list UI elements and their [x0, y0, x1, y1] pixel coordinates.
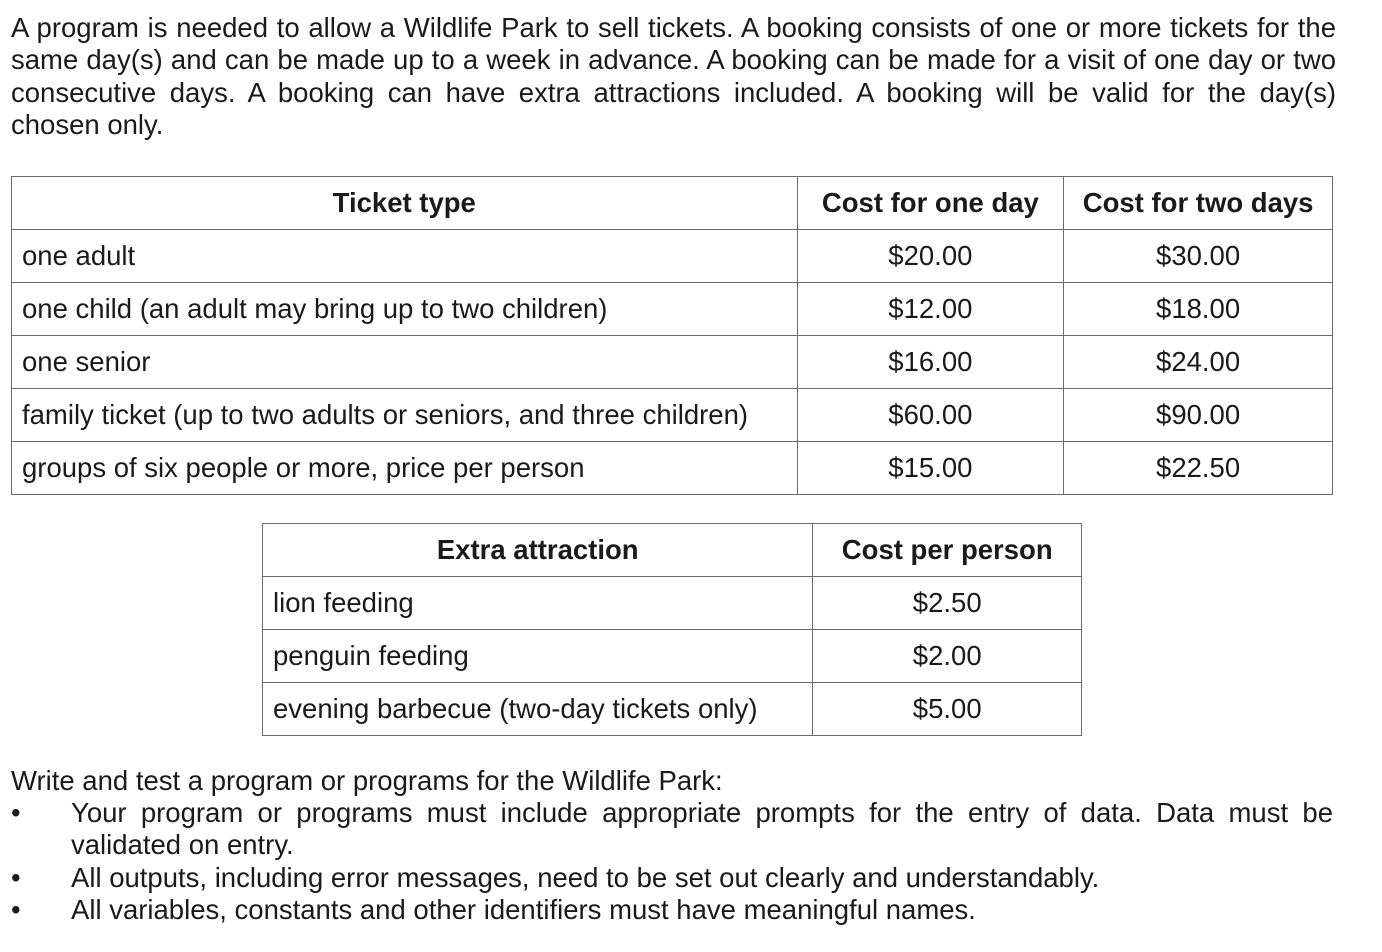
ticket-type-cell: family ticket (up to two adults or seniors, and three children) [12, 389, 798, 442]
table-row [12, 336, 1333, 389]
ticket-price-table [11, 176, 1333, 495]
one-day-cost-cell: $15.00 [797, 442, 1064, 495]
table-row [263, 630, 1082, 683]
cost-per-person-cell: $2.00 [813, 630, 1082, 683]
table-row [12, 442, 1333, 495]
header-cost-one-day: Cost for one day [797, 177, 1064, 230]
two-day-cost-cell: $24.00 [1064, 336, 1333, 389]
intro-paragraph: A program is needed to allow a Wildlife Park to sell tickets. A booking consists of one or more tickets for the same day(s) and can be made up to a week in advance. A booking can be made for a visit of one day or two consecutive days. A booking can have extra attractions included. A booking will be valid for the day(s) chosen only. [11, 12, 1336, 140]
one-day-cost-cell: $12.00 [797, 283, 1064, 336]
two-day-cost-cell: $30.00 [1064, 230, 1333, 283]
header-extra-attraction: Extra attraction [263, 524, 813, 577]
bullet-icon: • [11, 893, 21, 925]
requirements-list [11, 797, 1333, 926]
ticket-type-cell: one child (an adult may bring up to two children) [12, 283, 798, 336]
cost-per-person-cell: $2.50 [813, 577, 1082, 630]
table-header-row [12, 177, 1333, 230]
list-item [11, 894, 1333, 926]
ticket-type-cell: groups of six people or more, price per person [12, 442, 798, 495]
bullet-icon: • [11, 861, 21, 893]
one-day-cost-cell: $60.00 [797, 389, 1064, 442]
extra-attractions-table [262, 523, 1082, 736]
requirement-text: All variables, constants and other identifiers must have meaningful names. [71, 893, 976, 925]
table-row [12, 389, 1333, 442]
attraction-cell: penguin feeding [263, 630, 813, 683]
table-row [12, 230, 1333, 283]
header-cost-two-days: Cost for two days [1064, 177, 1333, 230]
two-day-cost-cell: $22.50 [1064, 442, 1333, 495]
header-cost-per-person: Cost per person [813, 524, 1082, 577]
ticket-type-cell: one adult [12, 230, 798, 283]
task-intro: Write and test a program or programs for the Wildlife Park: [11, 765, 723, 796]
attraction-cell: evening barbecue (two-day tickets only) [263, 683, 813, 736]
list-item [11, 797, 1333, 862]
ticket-type-cell: one senior [12, 336, 798, 389]
table-row [12, 283, 1333, 336]
header-ticket-type: Ticket type [12, 177, 798, 230]
list-item [11, 862, 1333, 894]
two-day-cost-cell: $18.00 [1064, 283, 1333, 336]
requirement-text: Your program or programs must include appropriate prompts for the entry of data. Data must be validated on entry. [71, 797, 1333, 861]
attraction-cell: lion feeding [263, 577, 813, 630]
table-row [263, 577, 1082, 630]
bullet-icon: • [11, 797, 21, 828]
table-header-row [263, 524, 1082, 577]
one-day-cost-cell: $20.00 [797, 230, 1064, 283]
requirement-text: All outputs, including error messages, need to be set out clearly and understandably. [71, 861, 1100, 893]
one-day-cost-cell: $16.00 [797, 336, 1064, 389]
table-row [263, 683, 1082, 736]
cost-per-person-cell: $5.00 [813, 683, 1082, 736]
two-day-cost-cell: $90.00 [1064, 389, 1333, 442]
